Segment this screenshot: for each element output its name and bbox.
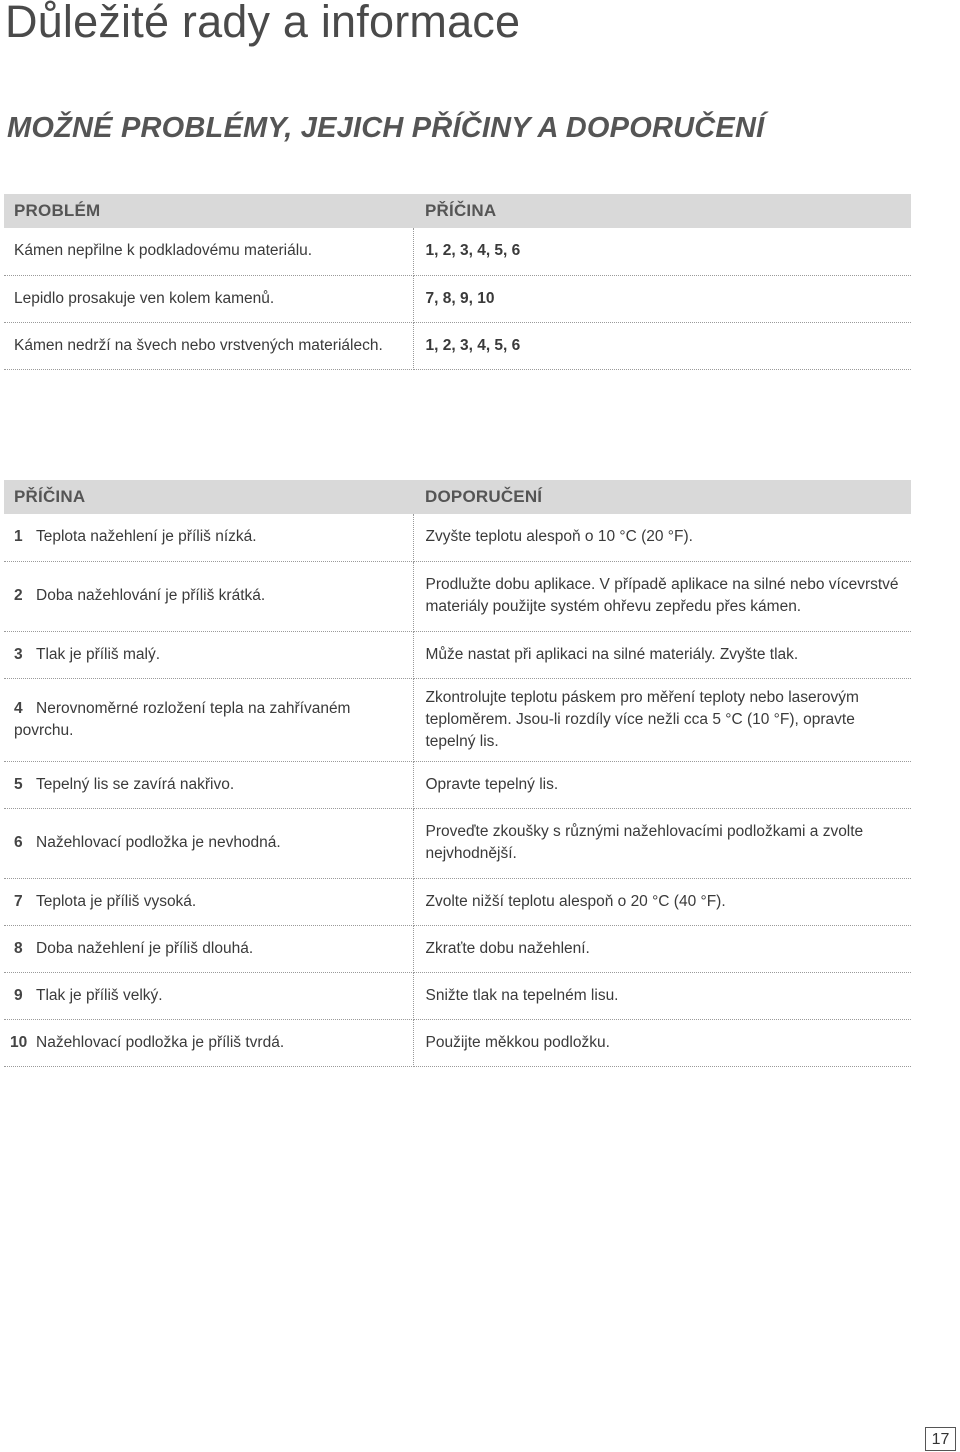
recommendation-cell: Prodlužte dobu aplikace. V případě aplikace na silné nebo vícevrstvé materiály použijte systém ohřevu zepředu přes kámen. bbox=[413, 561, 911, 631]
table-row bbox=[4, 878, 911, 925]
table-row bbox=[4, 972, 911, 1019]
header-problem: PROBLÉM bbox=[4, 194, 413, 228]
recommendation-cell: Zkontrolujte teplotu páskem pro měření teploty nebo laserovým teploměrem. Jsou-li rozdíly více nežli cca 5 °C (10 °F), opravte tepelný lis. bbox=[413, 678, 911, 761]
cause-number: 3 bbox=[14, 645, 23, 663]
cause-number: 1 bbox=[14, 528, 23, 546]
cause-text: Doba nažehlování je příliš krátká. bbox=[36, 587, 266, 604]
table-row bbox=[4, 514, 911, 561]
cause-number: 7 bbox=[14, 892, 23, 910]
problem-cell: Kámen nedrží na švech nebo vrstvených materiálech. bbox=[4, 322, 413, 369]
cause-number: 6 bbox=[14, 834, 23, 851]
cause-cell bbox=[4, 1019, 413, 1066]
recommendation-cell: Opravte tepelný lis. bbox=[413, 761, 911, 808]
recommendation-cell: Snižte tlak na tepelném lisu. bbox=[413, 972, 911, 1019]
header-cause: PŘÍČINA bbox=[413, 194, 911, 228]
cause-number: 4 bbox=[14, 699, 23, 717]
table-row bbox=[4, 925, 911, 972]
cause-cell bbox=[4, 514, 413, 561]
recommendation-cell: Zkraťte dobu nažehlení. bbox=[413, 925, 911, 972]
cause-text: Nažehlovací podložka je příliš tvrdá. bbox=[36, 1033, 285, 1051]
table-row bbox=[4, 228, 911, 275]
page-number: 17 bbox=[925, 1427, 956, 1451]
section-title: MOŽNÉ PROBLÉMY, JEJICH PŘÍČINY A DOPORUČENÍ bbox=[7, 112, 765, 144]
header-recommendation: DOPORUČENÍ bbox=[413, 480, 911, 514]
cause-number: 2 bbox=[14, 587, 23, 604]
cause-cell bbox=[4, 631, 413, 678]
cause-text: Teplota je příliš vysoká. bbox=[36, 892, 197, 910]
cause-text: Doba nažehlení je příliš dlouhá. bbox=[36, 939, 254, 957]
table-row bbox=[4, 561, 911, 631]
cause-number: 10 bbox=[10, 1033, 28, 1051]
table-row bbox=[4, 1019, 911, 1066]
recommendation-cell: Zvolte nižší teplotu alespoň o 20 °C (40 °F). bbox=[413, 878, 911, 925]
causes-cell: 1, 2, 3, 4, 5, 6 bbox=[413, 322, 911, 369]
causes-table-header bbox=[4, 480, 911, 514]
cause-text: Tepelný lis se zavírá nakřivo. bbox=[36, 775, 235, 793]
cause-cell bbox=[4, 678, 413, 761]
problems-table bbox=[4, 194, 911, 370]
cause-text: Nažehlovací podložka je nevhodná. bbox=[36, 834, 281, 851]
cause-cell bbox=[4, 878, 413, 925]
cause-text: Tlak je příliš malý. bbox=[36, 645, 161, 663]
cause-cell bbox=[4, 761, 413, 808]
cause-text: Nerovnoměrné rozložení tepla na zahřívaném povrchu. bbox=[14, 699, 351, 739]
page-title: Důležité rady a informace bbox=[5, 0, 521, 47]
cause-number: 5 bbox=[14, 775, 23, 793]
cause-cell bbox=[4, 972, 413, 1019]
cause-number: 9 bbox=[14, 986, 23, 1004]
cause-cell bbox=[4, 561, 413, 631]
table-row bbox=[4, 275, 911, 322]
header-cause: PŘÍČINA bbox=[4, 480, 413, 514]
table-row bbox=[4, 678, 911, 761]
cause-text: Teplota nažehlení je příliš nízká. bbox=[36, 528, 257, 546]
problem-cell: Lepidlo prosakuje ven kolem kamenů. bbox=[4, 275, 413, 322]
table-row bbox=[4, 761, 911, 808]
recommendation-cell: Proveďte zkoušky s různými nažehlovacími podložkami a zvolte nejvhodnější. bbox=[413, 808, 911, 878]
causes-cell: 7, 8, 9, 10 bbox=[413, 275, 911, 322]
causes-cell: 1, 2, 3, 4, 5, 6 bbox=[413, 228, 911, 275]
cause-number: 8 bbox=[14, 939, 23, 957]
cause-text: Tlak je příliš velký. bbox=[36, 986, 163, 1004]
table-row bbox=[4, 808, 911, 878]
problems-table-header bbox=[4, 194, 911, 228]
table-row bbox=[4, 322, 911, 369]
recommendation-cell: Může nastat při aplikaci na silné materiály. Zvyšte tlak. bbox=[413, 631, 911, 678]
cause-cell bbox=[4, 808, 413, 878]
problem-cell: Kámen nepřilne k podkladovému materiálu. bbox=[4, 228, 413, 275]
recommendation-cell: Zvyšte teplotu alespoň o 10 °C (20 °F). bbox=[413, 514, 911, 561]
recommendation-cell: Použijte měkkou podložku. bbox=[413, 1019, 911, 1066]
causes-table bbox=[4, 480, 911, 1067]
cause-cell bbox=[4, 925, 413, 972]
table-row bbox=[4, 631, 911, 678]
